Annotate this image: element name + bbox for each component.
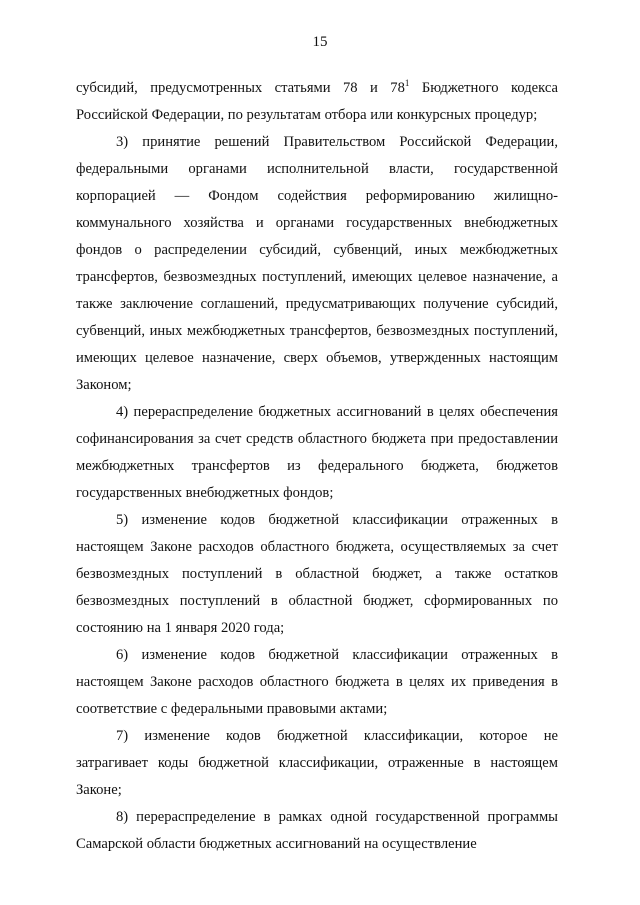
page-number: 15	[312, 34, 328, 50]
paragraph-item-6: 6) изменение кодов бюджетной классификации отраженных в настоящем Законе расходов областного бюджета в целях их приведения в соответствие с федеральными правовыми актами;	[76, 647, 558, 717]
paragraph-item-8: 8) перераспределение в рамках одной государственной программы Самарской области бюджетных ассигнований на осуществление	[76, 809, 558, 852]
paragraph-text: субсидий, предусмотренных статьями 78 и 78	[76, 80, 405, 96]
paragraph-continuation	[76, 75, 558, 129]
paragraph-text: Бюджетного кодекса Российской Федерации, по результатам отбора или конкурсных процедур;	[76, 80, 558, 123]
document-body	[76, 75, 558, 858]
paragraph-item-7: 7) изменение кодов бюджетной классификации, которое не затрагивает коды бюджетной классификации, отраженные в настоящем Законе;	[76, 728, 558, 798]
paragraph-item-3: 3) принятие решений Правительством Российской Федерации, федеральными органами исполнительной власти, государственной корпорацией — Фондом содействия реформированию жилищно-коммунального хозяйства и органами государственных внебюджетных фондов о распределении субсидий, субвенций, иных межбюджетных трансфертов, безвозмездных поступлений, имеющих целевое назначение, а также заключение соглашений, предусматривающих получение субсидий, субвенций, иных межбюджетных трансфертов, безвозмездных поступлений, имеющих целевое назначение, сверх объемов, утвержденных настоящим Законом;	[76, 134, 558, 393]
paragraph-item-4: 4) перераспределение бюджетных ассигнований в целях обеспечения софинансирования за счет средств областного бюджета при предоставлении межбюджетных трансфертов из федерального бюджета, бюджетов государственных внебюджетных фондов;	[76, 404, 558, 501]
paragraph-item-5: 5) изменение кодов бюджетной классификации отраженных в настоящем Законе расходов областного бюджета, осуществляемых за счет безвозмездных поступлений в областной бюджет, а также остатков безвозмездных поступлений в областной бюджет, сформированных по состоянию на 1 января 2020 года;	[76, 512, 558, 636]
superscript-index: 1	[404, 78, 410, 89]
